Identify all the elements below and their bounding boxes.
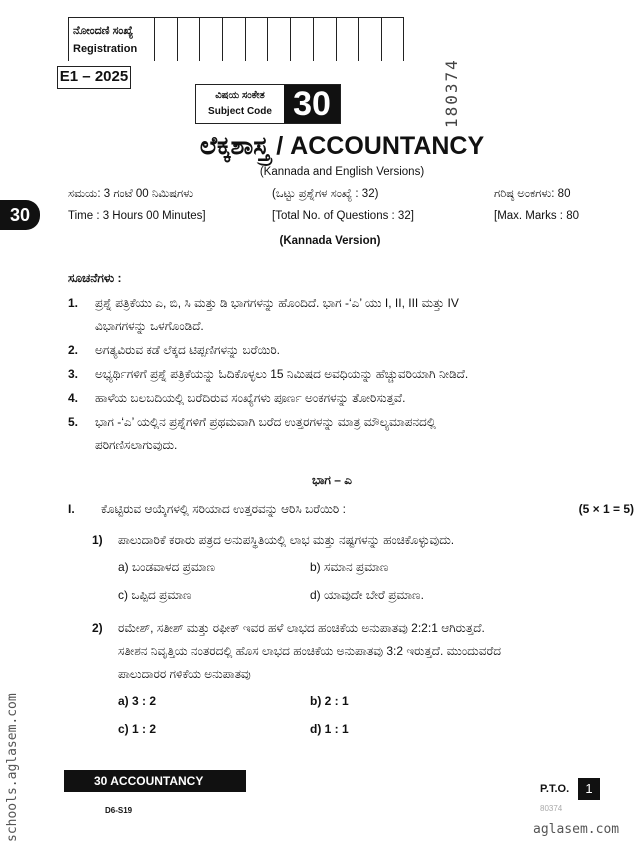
instruction-text: ಪ್ರಶ್ನೆ ಪತ್ರಿಕೆಯು ಎ, ಬಿ, ಸಿ ಮತ್ತು ಡಿ ಭಾಗಗಳನ್ನು ಹೊಂದಿದೆ. ಭಾಗ -‘ಎ’ ಯು I, II, III ಮತ್ತು IV xyxy=(95,296,459,310)
question-text: ಪಾಲುದಾರರ ಗಳಿಕೆಯ ಅನುಪಾತವು xyxy=(118,667,251,681)
instruction-item xyxy=(0,411,644,457)
instruction-item xyxy=(0,363,644,386)
instruction-text: ಅಭ್ಯರ್ಥಿಗಳಿಗೆ ಪ್ರಶ್ನೆ ಪತ್ರಿಕೆಯನ್ನು ಓದಿಕೊಳ್ಳಲು 15 ನಿಮಿಷದ ಅವಧಿಯನ್ನು ಹೆಚ್ಚುವರಿಯಾಗಿ ನೀಡಿದೆ. xyxy=(95,367,469,381)
option-c: c) ಒಪ್ಪಿದ ಪ್ರಮಾಣ xyxy=(118,588,192,602)
instruction-number: 3. xyxy=(68,367,79,381)
paper-code: D6-S19 xyxy=(105,806,133,815)
watermark: aglasem.com xyxy=(533,822,620,837)
time-en: Time : 3 Hours 00 Minutes] xyxy=(68,210,206,222)
reg-cell[interactable] xyxy=(222,18,245,61)
option-d: d) ಯಾವುದೇ ಬೇರೆ ಪ್ರಮಾಣ. xyxy=(310,588,424,602)
instruction-number: 4. xyxy=(68,391,79,405)
instruction-item xyxy=(0,292,644,338)
instruction-item xyxy=(0,339,644,362)
subject-code: 30 xyxy=(284,85,340,123)
marks-en: [Max. Marks : 80 xyxy=(494,210,579,222)
serial-number: 180374 xyxy=(442,58,461,128)
serial-small: 80374 xyxy=(540,804,563,813)
registration-number-box xyxy=(68,17,404,61)
question-group-number: I. xyxy=(68,502,75,516)
reg-cell[interactable] xyxy=(267,18,290,61)
main-content xyxy=(0,183,644,741)
reg-cell[interactable] xyxy=(245,18,268,61)
options xyxy=(0,556,644,607)
question-number: 1) xyxy=(92,533,103,547)
side-watermark: schools.aglasem.com xyxy=(5,693,20,842)
exam-info xyxy=(68,183,644,227)
option-d: d) 1 : 1 xyxy=(310,722,349,736)
instruction-item xyxy=(0,387,644,410)
marks-column xyxy=(494,183,640,227)
instruction-number: 5. xyxy=(68,415,79,429)
option-b: b) ಸಮಾನ ಪ್ರಮಾಣ xyxy=(310,560,389,574)
question-group-text: ಕೊಟ್ಟಿರುವ ಆಯ್ಕೆಗಳಲ್ಲಿ ಸರಿಯಾದ ಉತ್ತರವನ್ನು ಆರಿಸಿ ಬರೆಯಿರಿ : xyxy=(101,502,346,516)
registration-label-kn: ನೋಂದಣಿ ಸಂಖ್ಯೆ xyxy=(73,25,134,37)
question-text: ಪಾಲುದಾರಿಕೆ ಕರಾರು ಪತ್ರದ ಅನುಪಸ್ಥಿತಿಯಲ್ಲಿ ಲಾಭ ಮತ್ತು ನಷ್ಟಗಳನ್ನು ಹಂಚಿಕೊಳ್ಳುವುದು. xyxy=(118,533,455,547)
options xyxy=(0,690,644,741)
question-text: ರಮೇಶ್, ಸತೀಶ್ ಮತ್ತು ರಫೀಕ್ ಇವರ ಹಳೆ ಲಾಭದ ಹಂಚಿಕೆಯ ಅನುಪಾತವು 2:2:1 ಆಗಿರುತ್ತದೆ. xyxy=(118,621,485,635)
subject-code-label-en: Subject Code xyxy=(208,106,272,117)
questions-kn: (ಒಟ್ಟು ಪ್ರಶ್ನೆಗಳ ಸಂಖ್ಯೆ : 32) xyxy=(272,188,379,200)
question-number: 2) xyxy=(92,621,103,635)
question xyxy=(0,617,644,686)
reg-cell[interactable] xyxy=(313,18,336,61)
instruction-text: ಪರಿಗಣಿಸಲಾಗುವುದು. xyxy=(95,438,178,452)
side-tab: 30 xyxy=(0,200,40,230)
reg-cell[interactable] xyxy=(154,18,177,61)
footer-subject: 30 ACCOUNTANCY xyxy=(64,770,246,792)
time-kn: ಸಮಯ: 3 ಗಂಟೆ 00 ನಿಮಿಷಗಳು xyxy=(68,188,194,200)
subject-code-box xyxy=(195,84,341,124)
instruction-number: 1. xyxy=(68,296,79,310)
option-a: a) ಬಂಡವಾಳದ ಪ್ರಮಾಣ xyxy=(118,560,216,574)
question-group xyxy=(0,498,644,521)
marks-kn: ಗರಿಷ್ಠ ಅಂಕಗಳು: 80 xyxy=(494,188,571,200)
option-c: c) 1 : 2 xyxy=(118,722,157,736)
instruction-text: ಭಾಗ -‘ಎ’ ಯಲ್ಲಿನ ಪ್ರಶ್ನೆಗಳಿಗೆ ಪ್ರಥಮವಾಗಿ ಬರೆದ ಉತ್ತರಗಳನ್ನು ಮಾತ್ರ ಮೌಲ್ಯಮಾಪನದಲ್ಲಿ xyxy=(95,415,436,429)
questions-column xyxy=(272,183,494,227)
question-text: ಸತೀಶನ ನಿವೃತ್ತಿಯ ನಂತರದಲ್ಲಿ ಹೊಸ ಲಾಭದ ಹಂಚಿಕೆಯ ಅನುಪಾತವು 3:2 ಇರುತ್ತದೆ. ಮುಂದುವರೆದ xyxy=(118,644,502,658)
pto-label: P.T.O. xyxy=(540,783,570,795)
exam-code: E1 – 2025 xyxy=(57,66,131,89)
marks-allocation: (5 × 1 = 5) xyxy=(578,502,634,516)
question xyxy=(0,529,644,552)
section-title: ಭಾಗ – ಎ xyxy=(312,473,352,487)
instruction-text: ಹಾಳೆಯ ಬಲಬದಿಯಲ್ಲಿ ಬರೆದಿರುವ ಸಂಖ್ಯೆಗಳು ಪೂರ್ಣ ಅಂಕಗಳನ್ನು ತೋರಿಸುತ್ತವೆ. xyxy=(95,391,406,405)
questions-en: [Total No. of Questions : 32] xyxy=(272,210,414,222)
reg-cell[interactable] xyxy=(381,18,404,61)
page-number: 1 xyxy=(578,778,600,800)
reg-cell[interactable] xyxy=(290,18,313,61)
option-a: a) 3 : 2 xyxy=(118,694,157,708)
subtitle: (Kannada and English Versions) xyxy=(259,166,425,178)
registration-label xyxy=(69,18,154,61)
reg-cell[interactable] xyxy=(358,18,381,61)
time-column xyxy=(68,183,272,227)
option-b: b) 2 : 1 xyxy=(310,694,349,708)
instruction-text: ವಿಭಾಗಗಳನ್ನು ಒಳಗೊಂಡಿದೆ. xyxy=(95,319,204,333)
instruction-text: ಅಗತ್ಯವಿರುವ ಕಡೆ ಲೆಕ್ಕದ ಟಿಪ್ಪಣಿಗಳನ್ನು ಬರೆಯಿರಿ. xyxy=(95,343,281,357)
page-title: ಲೆಕ್ಕಶಾಸ್ತ್ರ / ACCOUNTANCY xyxy=(199,132,485,160)
version-label: (Kannada Version) xyxy=(279,235,381,247)
subject-code-label-kn: ವಿಷಯ ಸಂಕೇತ xyxy=(215,90,265,101)
reg-cell[interactable] xyxy=(199,18,222,61)
instructions-heading: ಸೂಚನೆಗಳು : xyxy=(68,271,122,285)
reg-cell[interactable] xyxy=(336,18,359,61)
reg-cell[interactable] xyxy=(177,18,200,61)
instruction-number: 2. xyxy=(68,343,79,357)
registration-label-en: Registration xyxy=(73,43,138,55)
